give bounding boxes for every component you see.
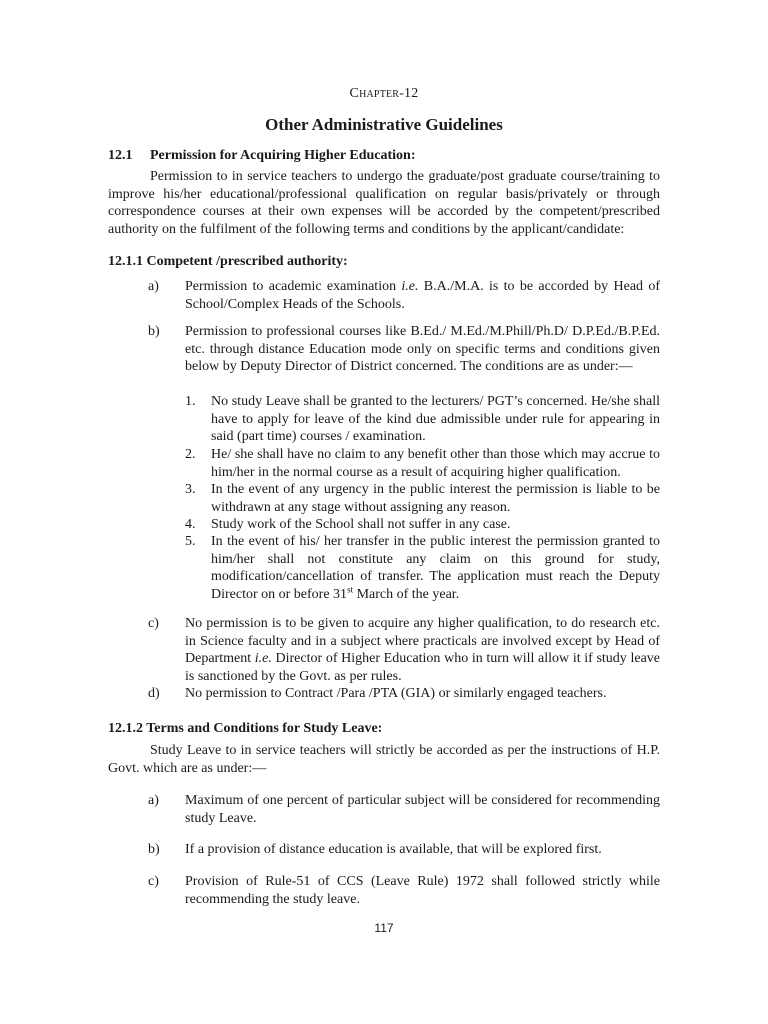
study-leave-item-c: c) Provision of Rule-51 of CCS (Leave Rule) 1972 shall followed strictly while recommending the study leave. xyxy=(148,874,660,907)
condition-item-1: 1. No study Leave shall be granted to the lecturers/ PGT’s concerned. He/she shall have to apply for leave of the kind due admissible under rule for appearing in said (part time) courses / examination. xyxy=(185,394,660,444)
section-12-1-1-heading: 12.1.1 Competent /prescribed authority: xyxy=(108,254,348,269)
page-number: 117 xyxy=(374,921,394,935)
section-12-1-2-heading: 12.1.2 Terms and Conditions for Study Leave: xyxy=(108,721,383,736)
section-12-1-body: Permission to in service teachers to undergo the graduate/post graduate course/training to improve his/her educational/professional qualification on regular basis/privately or through correspondence courses at their own expenses will be accorded by the competent/prescribed authority on the fulfilment of the following terms and conditions by the applicant/candidate: xyxy=(108,169,660,237)
authority-item-a: a) Permission to academic examination i.e. B.A./M.A. is to be accorded by Head of School/Complex Heads of the Schools. xyxy=(148,279,660,312)
condition-item-4: 4. Study work of the School shall not suffer in any case. xyxy=(185,517,511,532)
study-leave-item-a: a) Maximum of one percent of particular subject will be considered for recommending study Leave. xyxy=(148,793,660,826)
condition-item-2: 2. He/ she shall have no claim to any benefit other than those which may accrue to him/her in the normal course as a result of acquiring higher qualification. xyxy=(185,447,660,480)
study-leave-item-b: b) If a provision of distance education is available, that will be explored first. xyxy=(148,842,602,857)
condition-item-5: 5. In the event of his/ her transfer in the public interest the permission granted to him/her shall not constitute any claim on this ground for study, modification/cancellation of transfer. The application must reach the Deputy Director on or before 31st March of the year. xyxy=(185,534,660,602)
section-12-1-heading: 12.1 Permission for Acquiring Higher Education: xyxy=(108,148,416,163)
authority-item-d: d) No permission to Contract /Para /PTA (GIA) or similarly engaged teachers. xyxy=(148,686,607,701)
section-12-1-2-body: Study Leave to in service teachers will strictly be accorded as per the instructions of H.P. Govt. which are as under:— xyxy=(108,743,660,776)
page-title: Other Administrative Guidelines xyxy=(265,115,503,134)
chapter-label: Chapter-12 xyxy=(349,86,419,101)
authority-item-c: c) No permission is to be given to acquire any higher qualification, to do research etc. in Science faculty and in a subject where practicals are involved except by Head of Department i.e. Director of Higher Education who in turn will allow it if study leave is sanctioned by the Govt. as per rules. xyxy=(148,616,660,684)
authority-item-b: b) Permission to professional courses like B.Ed./ M.Ed./M.Phill/Ph.D/ D.P.Ed./B.P.Ed. etc. through distance Education mode only on specific terms and conditions given below by Deputy Director of District concerned. The conditions are as under:— xyxy=(148,324,660,374)
condition-item-3: 3. In the event of any urgency in the public interest the permission is liable to be withdrawn at any stage without assigning any reason. xyxy=(185,482,660,515)
